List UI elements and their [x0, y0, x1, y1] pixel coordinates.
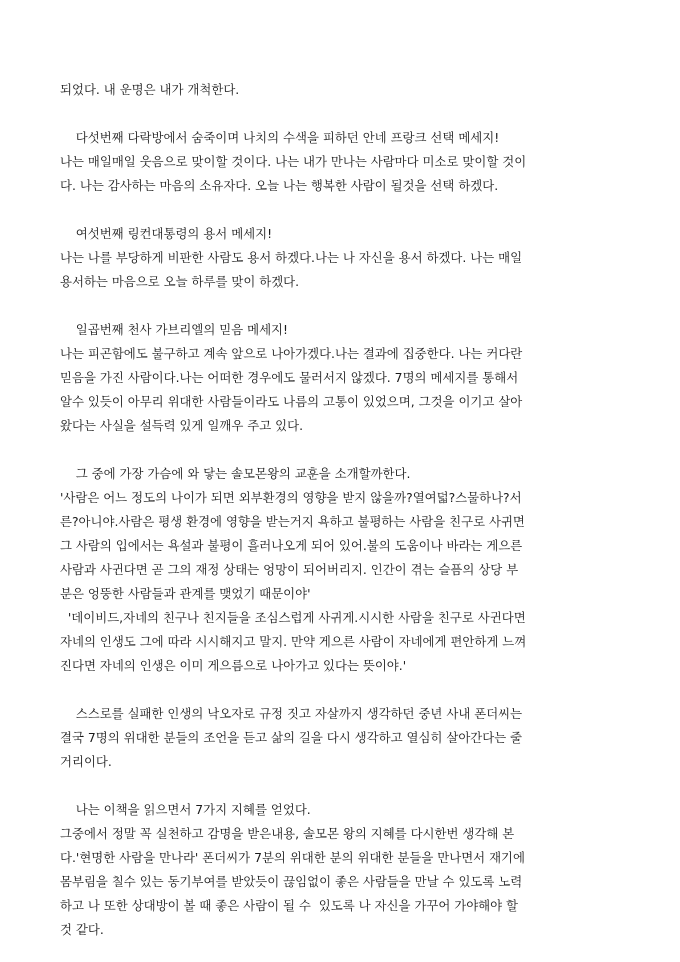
text-line: 나는 피곤함에도 불구하고 계속 앞으로 나아가겠다.나는 결과에 집중한다. 나는 커다란 [60, 346, 523, 361]
text-line: 그중에서 정말 꼭 실천하고 감명을 받은내용, 솔모몬 왕의 지혜를 다시한번 생각해 본 [60, 826, 515, 841]
text-line: '사람은 어느 정도의 나이가 되면 외부환경의 영향을 받지 않을까?열여덟?스물하나?서 [60, 490, 522, 505]
text-line: 그 사람의 입에서는 욕설과 불평이 흘러나오게 되어 있어.불의 도움이나 바라는 게으른 [60, 538, 523, 553]
text-line: 사람과 사귄다면 곧 그의 재정 상태는 엉망이 되어버리지. 인간이 겪는 슬픔의 상당 부 [60, 562, 519, 577]
paragraph-heading: 여섯번째 링컨대통령의 용서 메세지! [60, 226, 273, 241]
text-line: 알수 있듯이 아무리 위대한 사람들이라도 나름의 고통이 있었으며, 그것을 이기고 살아 [60, 394, 523, 409]
text-line: 다. 나는 감사하는 마음의 소유자다. 오늘 나는 행복한 사람이 될것을 선택 하겠다. [60, 178, 499, 193]
text-line: 용서하는 마음으로 오늘 하루를 맞이 하겠다. [60, 274, 300, 289]
paragraph-ponder [60, 702, 622, 774]
text-line: 믿음을 가진 사람이다.나는 어떠한 경우에도 물러서지 않겠다. 7명의 메세지를 통해서 [60, 370, 519, 385]
paragraph-anne-frank [60, 126, 622, 198]
text-line: 스스로를 실패한 인생의 낙오자로 규정 짓고 자살까지 생각하던 중년 사내 폰더씨는 [60, 706, 523, 721]
text-line: 분은 엉뚱한 사람들과 관계를 맺었기 때문이야' [60, 586, 311, 601]
paragraph-heading: 일곱번째 천사 가브리엘의 믿음 메세지! [60, 322, 288, 337]
paragraph-heading: 그 중에 가장 가슴에 와 닿는 솔모몬왕의 교훈을 소개할까한다. [60, 466, 411, 481]
text-line: 되었다. 내 운명은 내가 개척한다. [60, 82, 240, 97]
paragraph-fate [60, 78, 622, 102]
text-line: 것 같다. [60, 922, 104, 937]
text-line: 왔다는 사실을 설득력 있게 일깨우 주고 있다. [60, 418, 304, 433]
paragraph-conclusion [60, 798, 622, 942]
text-line: 나는 나를 부당하게 비판한 사람도 용서 하겠다.나는 나 자신을 용서 하겠다. 나는 매일 [60, 250, 523, 265]
text-line: 자네의 인생도 그에 따라 시시해지고 말지. 만약 게으른 사람이 자네에게 편안하게 느껴 [60, 634, 527, 649]
text-line: 나는 이책을 읽으면서 7가지 지혜를 얻었다. [60, 802, 311, 817]
text-line: 거리이다. [60, 754, 112, 769]
text-line: 결국 7명의 위대한 분들의 조언을 듣고 삶의 길을 다시 생각하고 열심히 살아간다는 줄 [60, 730, 523, 745]
document-page [60, 78, 622, 942]
paragraph-solomon [60, 462, 622, 678]
text-line: 나는 매일매일 웃음으로 맞이할 것이다. 나는 내가 만나는 사람마다 미소로 맞이할 것이 [60, 154, 527, 169]
paragraph-gabriel [60, 318, 622, 438]
paragraph-heading: 다섯번째 다락방에서 숨죽이며 나치의 수색을 피하던 안네 프랑크 선택 메세지! [60, 130, 500, 145]
paragraph-lincoln [60, 222, 622, 294]
text-line: '데이비드,자네의 친구나 친지들을 조심스럽게 사귀게.시시한 사람을 친구로 사귄다면 [60, 610, 526, 625]
text-line: 하고 나 또한 상대방이 볼 때 좋은 사람이 될 수 있도록 나 자신을 가꾸어 가야해야 할 [60, 898, 519, 913]
text-line: 른?아니야.사람은 평생 환경에 영향을 받는거지 욕하고 불평하는 사람을 친구로 사귀면 [60, 514, 525, 529]
text-line: 몸부림을 칠수 있는 동기부여를 받았듯이 끊임없이 좋은 사람들을 만날 수 있도록 노력 [60, 874, 523, 889]
text-line: 진다면 자네의 인생은 이미 게으름으로 나아가고 있다는 뜻이야.' [60, 658, 407, 673]
text-line: 다.'현명한 사람을 만나라' 폰더씨가 7분의 위대한 분의 위대한 분들을 만나면서 재기에 [60, 850, 525, 865]
